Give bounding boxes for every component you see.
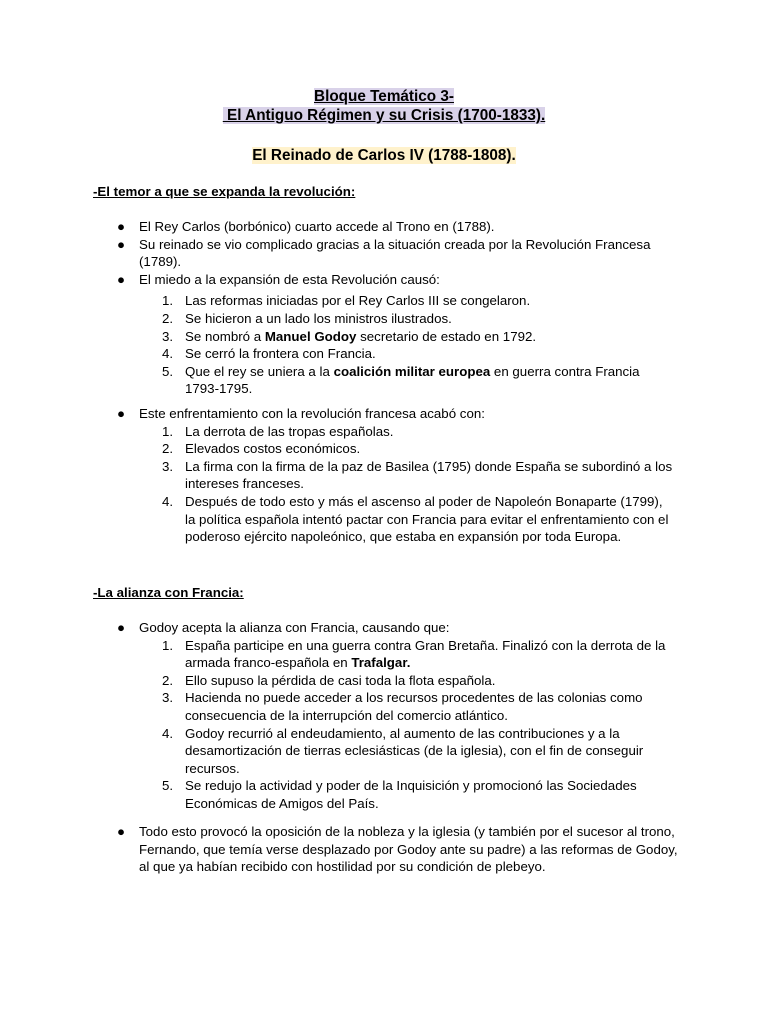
subtitle-text: El Reinado de Carlos IV (1788-1808). [252, 147, 516, 164]
list-item: ● Este enfrentamiento con la revolución francesa acabó con: 1. La derrota de las tropas españolas. 2. Elevados costos económicos. 3. La firma con la firma de la paz de Basilea (1795) donde España se subordinó a los intereses franceses. 4. Después de todo esto y más el ascenso al poder de Napoleón Bonaparte (1799), la política española intentó pactar con Francia para evitar el enfrentamiento con el poderoso ejército napoleónico, que estaba en expansión por toda Europa. [0, 405, 679, 546]
numbered-item: 1. Las reformas iniciadas por el Rey Carlos III se congelaron. [162, 293, 531, 309]
list-item: ● El miedo a la expansión de esta Revolución causó: 1. Las reformas iniciadas por el Rey Carlos III se congelaron. 2. Se hicieron a un lado los ministros ilustrados. 3. Se nombró a Manuel Godoy secretario de estado en 1792. 4. Se cerró la frontera con Francia. 5. Que el rey se uniera a la coalición militar europea en guerra contra Francia 1793-1795. [0, 271, 679, 398]
numbered-item: 3. Hacienda no puede acceder a los recursos procedentes de las colonias como consecuencia de la interrupción del comercio atlántico. [162, 690, 643, 723]
title-line-2: El Antiguo Régimen y su Crisis (1700-1833). [222, 107, 546, 124]
numbered-item: 3. La firma con la firma de la paz de Basilea (1795) donde España se subordinó a los intereses franceses. [162, 458, 673, 492]
section-1-list-b [0, 405, 768, 546]
bullet-icon: ● [116, 824, 126, 839]
numbered-item: 3. Se nombró a Manuel Godoy secretario de estado en 1792. [162, 328, 537, 344]
numbered-item: 2. Se hicieron a un lado los ministros ilustrados. [162, 310, 452, 326]
bullet-icon: ● [116, 236, 126, 252]
document-title [0, 87, 768, 125]
bold-text: coalición militar europea [333, 363, 491, 379]
section-heading-1: -El temor a que se expanda la revolución: [93, 184, 356, 199]
section-2-list-b [0, 823, 768, 876]
numbered-list [139, 637, 679, 813]
numbered-list [139, 423, 679, 546]
list-item: ● Godoy acepta la alianza con Francia, causando que: 1. España participe en una guerra contra Gran Bretaña. Finalizó con la derrota de la armada franco-española en Trafalgar. 2. Ello supuso la pérdida de casi toda la flota española. 3. Hacienda no puede acceder a los recursos procedentes de las colonias como consecuencia de la interrupción del comercio atlántico. 4. Godoy recurrió al endeudamiento, al aumento de las contribuciones y a la desamortización de tierras eclesiásticas (de la iglesia), con el fin de conseguir recursos. 5. Se redujo la actividad y poder de la Inquisición y promocionó las Sociedades Económicas de Amigos del País. [0, 619, 679, 813]
list-item: ● Todo esto provocó la oposición de la nobleza y la iglesia (y también por el sucesor al trono, Fernando, que temía verse desplazado por Godoy ante su padre) a las reformas de Godoy, al que ya habían recibido con hostilidad por su condición de plebeyo. [116, 824, 678, 875]
list-item: ● El Rey Carlos (borbónico) cuarto accede al Trono en (1788). [116, 219, 495, 234]
numbered-item: 2. Elevados costos económicos. [162, 441, 361, 457]
bullet-icon: ● [116, 219, 126, 234]
title-line-1: Bloque Temático 3- [314, 88, 454, 105]
numbered-item: 1. España participe en una guerra contra Gran Bretaña. Finalizó con la derrota de la armada franco-española en Trafalgar. [162, 637, 666, 671]
numbered-item: 2. Ello supuso la pérdida de casi toda la flota española. [162, 672, 496, 688]
document-subtitle [0, 146, 768, 165]
numbered-item: 5. Se redujo la actividad y poder de la Inquisición y promocionó las Sociedades Económicas de Amigos del País. [162, 778, 637, 811]
numbered-item: 4. Después de todo esto y más el ascenso al poder de Napoleón Bonaparte (1799), la política española intentó pactar con Francia para evitar el enfrentamiento con el poderoso ejército napoleónico, que estaba en expansión por toda Europa. [162, 493, 669, 545]
bullet-icon: ● [116, 271, 126, 287]
bullet-icon: ● [116, 406, 126, 421]
section-1-list [0, 218, 768, 398]
numbered-list [139, 292, 679, 398]
section-heading-2: -La alianza con Francia: [93, 585, 244, 600]
numbered-item: 4. Se cerró la frontera con Francia. [162, 346, 376, 362]
numbered-item: 5. Que el rey se uniera a la coalición militar europea en guerra contra Francia 1793-1795. [162, 363, 640, 397]
numbered-item: 1. La derrota de las tropas españolas. [162, 423, 394, 439]
bold-text: Trafalgar. [351, 655, 411, 671]
section-2-list [0, 619, 768, 813]
list-item: ● Su reinado se vio complicado gracias a la situación creada por la Revolución Francesa (1789). [116, 236, 651, 270]
bullet-icon: ● [116, 620, 126, 635]
numbered-item: 4. Godoy recurrió al endeudamiento, al aumento de las contribuciones y a la desamortización de tierras eclesiásticas (de la iglesia), con el fin de conseguir recursos. [162, 725, 644, 776]
bold-text: Manuel Godoy [264, 328, 357, 344]
